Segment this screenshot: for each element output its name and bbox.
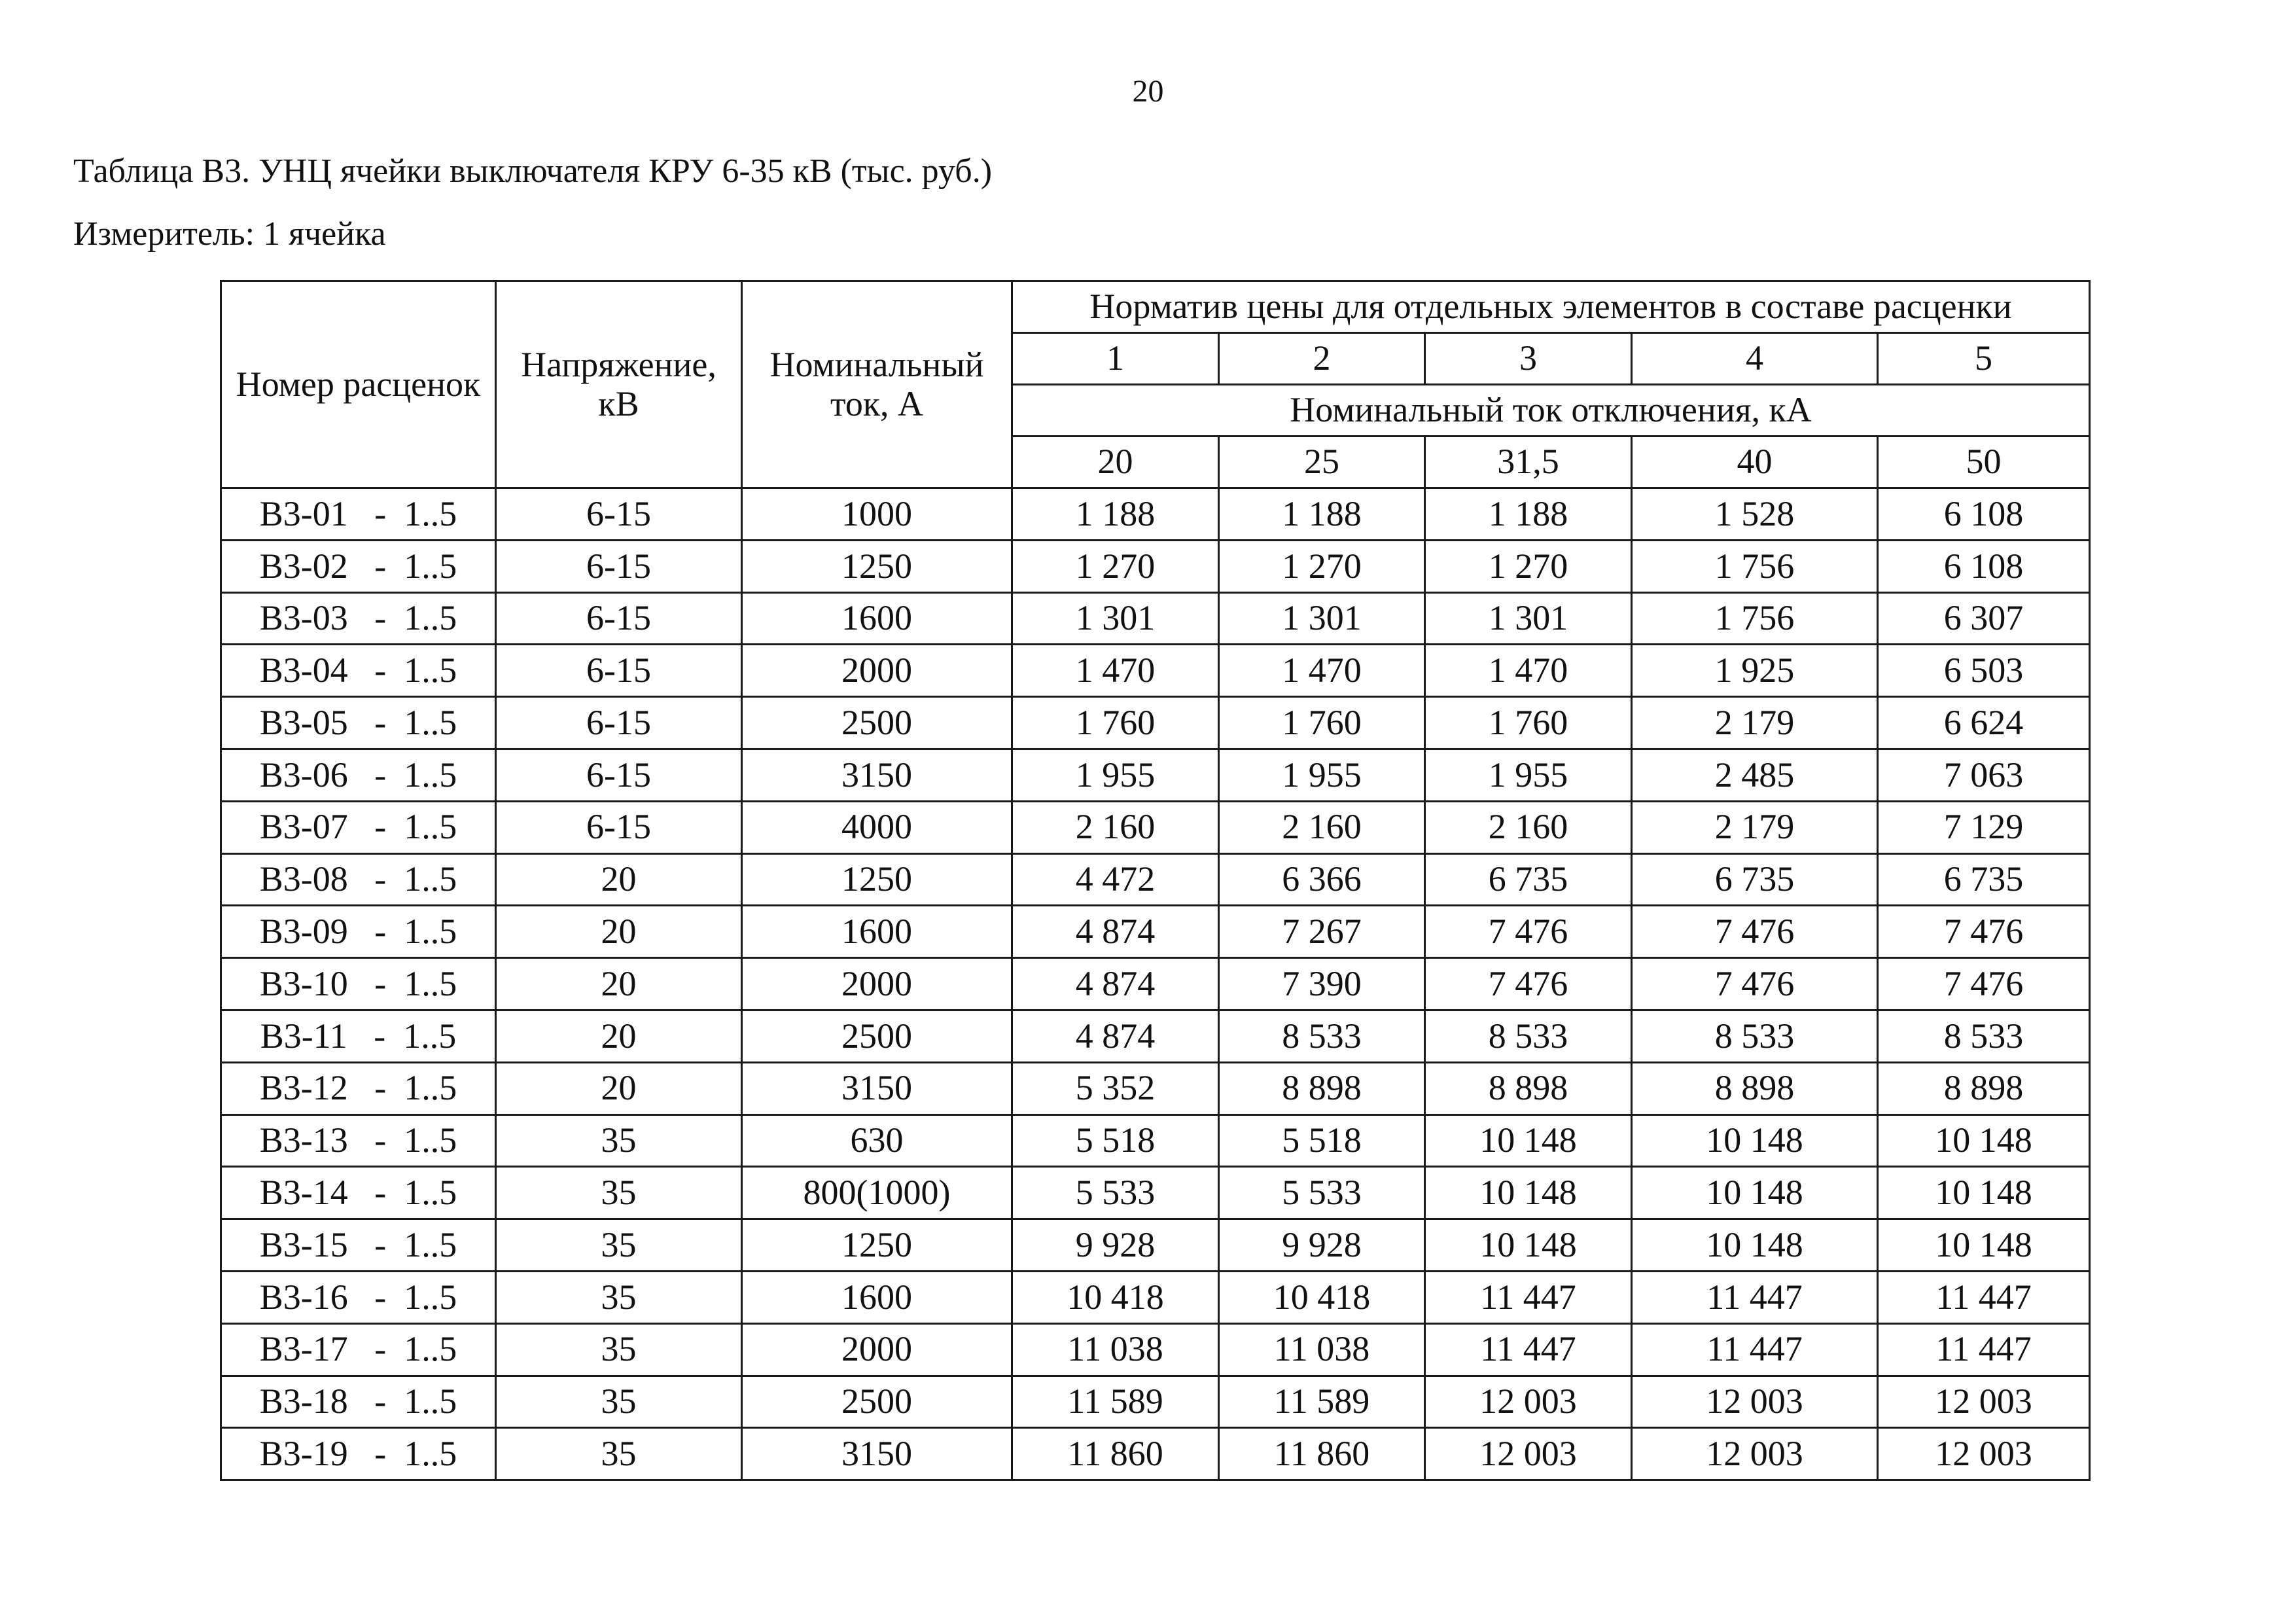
header-voltage: Напряжение, кВ [496,281,742,488]
price-cell-5: 10 148 [1878,1219,2090,1272]
rate-code-cell: В3-01 - 1..5 [221,488,496,541]
price-cell-1: 10 418 [1012,1271,1219,1323]
voltage-cell: 6-15 [496,749,742,801]
rated-current-cell: 630 [742,1115,1012,1167]
price-cell-3: 11 447 [1425,1271,1632,1323]
price-cell-2: 7 267 [1219,906,1425,958]
rate-code-cell: В3-15 - 1..5 [221,1219,496,1272]
rated-current-cell: 2500 [742,1010,1012,1062]
price-cell-5: 10 148 [1878,1115,2090,1167]
price-cell-2: 8 898 [1219,1062,1425,1115]
price-cell-5: 12 003 [1878,1428,2090,1480]
rated-current-cell: 1250 [742,1219,1012,1272]
price-cell-4: 1 756 [1632,592,1878,645]
header-element-5: 5 [1878,333,2090,385]
price-cell-3: 6 735 [1425,853,1632,906]
unit-line: Измеритель: 1 ячейка [73,215,386,253]
table-row [221,1062,2090,1115]
table-row [221,540,2090,592]
rated-current-cell: 3150 [742,1428,1012,1480]
rate-code-cell: В3-13 - 1..5 [221,1115,496,1167]
price-cell-4: 1 528 [1632,488,1878,541]
price-cell-5: 8 898 [1878,1062,2090,1115]
price-cell-4: 10 148 [1632,1167,1878,1219]
price-cell-5: 7 063 [1878,749,2090,801]
price-cell-2: 8 533 [1219,1010,1425,1062]
rate-code-cell: В3-16 - 1..5 [221,1271,496,1323]
rated-current-cell: 2000 [742,645,1012,697]
price-cell-1: 1 955 [1012,749,1219,801]
price-cell-4: 2 485 [1632,749,1878,801]
rated-current-cell: 2000 [742,1323,1012,1376]
price-cell-3: 1 301 [1425,592,1632,645]
rated-current-cell: 3150 [742,1062,1012,1115]
price-cell-1: 1 270 [1012,540,1219,592]
table-row [221,1167,2090,1219]
price-cell-2: 1 955 [1219,749,1425,801]
price-cell-5: 8 533 [1878,1010,2090,1062]
price-cell-4: 7 476 [1632,958,1878,1010]
rate-code-cell: В3-18 - 1..5 [221,1376,496,1428]
price-cell-3: 1 188 [1425,488,1632,541]
price-cell-4: 7 476 [1632,906,1878,958]
price-cell-1: 1 188 [1012,488,1219,541]
price-cell-2: 2 160 [1219,801,1425,853]
table-row [221,1115,2090,1167]
table-title: Таблица В3. УНЦ ячейки выключателя КРУ 6-35 кВ (тыс. руб.) [73,152,993,190]
rate-code-cell: В3-04 - 1..5 [221,645,496,697]
price-cell-4: 10 148 [1632,1219,1878,1272]
voltage-cell: 35 [496,1219,742,1272]
price-cell-1: 11 589 [1012,1376,1219,1428]
voltage-cell: 35 [496,1115,742,1167]
page-number: 20 [1132,74,1164,109]
price-cell-1: 11 038 [1012,1323,1219,1376]
rated-current-cell: 1250 [742,853,1012,906]
price-cell-1: 5 533 [1012,1167,1219,1219]
rated-current-cell: 1600 [742,906,1012,958]
price-cell-5: 6 108 [1878,540,2090,592]
price-cell-5: 11 447 [1878,1323,2090,1376]
header-breaking-5: 50 [1878,437,2090,488]
rated-current-cell: 1600 [742,1271,1012,1323]
rate-code-cell: В3-02 - 1..5 [221,540,496,592]
price-cell-1: 5 352 [1012,1062,1219,1115]
price-cell-5: 12 003 [1878,1376,2090,1428]
price-cell-5: 7 129 [1878,801,2090,853]
table-row [221,645,2090,697]
price-cell-3: 10 148 [1425,1219,1632,1272]
price-cell-4: 11 447 [1632,1271,1878,1323]
price-cell-3: 1 760 [1425,697,1632,749]
table-row [221,958,2090,1010]
table-row [221,1219,2090,1272]
price-cell-2: 11 589 [1219,1376,1425,1428]
price-cell-3: 12 003 [1425,1428,1632,1480]
price-cell-1: 2 160 [1012,801,1219,853]
voltage-cell: 6-15 [496,697,742,749]
rate-code-cell: В3-07 - 1..5 [221,801,496,853]
header-element-4: 4 [1632,333,1878,385]
rate-code-cell: В3-12 - 1..5 [221,1062,496,1115]
header-element-2: 2 [1219,333,1425,385]
voltage-cell: 20 [496,958,742,1010]
price-cell-3: 8 898 [1425,1062,1632,1115]
rate-code-cell: В3-11 - 1..5 [221,1010,496,1062]
rate-code-cell: В3-19 - 1..5 [221,1428,496,1480]
price-cell-1: 1 301 [1012,592,1219,645]
header-breaking-1: 20 [1012,437,1219,488]
header-breaking-3: 31,5 [1425,437,1632,488]
price-cell-2: 7 390 [1219,958,1425,1010]
voltage-cell: 35 [496,1323,742,1376]
price-cell-1: 11 860 [1012,1428,1219,1480]
price-cell-2: 10 418 [1219,1271,1425,1323]
price-cell-3: 8 533 [1425,1010,1632,1062]
header-element-3: 3 [1425,333,1632,385]
header-breaking-4: 40 [1632,437,1878,488]
price-cell-3: 7 476 [1425,906,1632,958]
table-row [221,1376,2090,1428]
voltage-cell: 6-15 [496,801,742,853]
price-cell-4: 12 003 [1632,1376,1878,1428]
price-cell-1: 9 928 [1012,1219,1219,1272]
price-cell-3: 12 003 [1425,1376,1632,1428]
price-cell-3: 11 447 [1425,1323,1632,1376]
price-cell-2: 5 533 [1219,1167,1425,1219]
voltage-cell: 35 [496,1428,742,1480]
voltage-cell: 35 [496,1271,742,1323]
table-row [221,488,2090,541]
voltage-cell: 20 [496,1062,742,1115]
price-cell-1: 1 470 [1012,645,1219,697]
voltage-cell: 35 [496,1376,742,1428]
price-cell-5: 6 307 [1878,592,2090,645]
table-row [221,853,2090,906]
price-cell-2: 9 928 [1219,1219,1425,1272]
price-cell-4: 10 148 [1632,1115,1878,1167]
rated-current-cell: 3150 [742,749,1012,801]
table-row [221,906,2090,958]
price-cell-4: 2 179 [1632,697,1878,749]
rate-code-cell: В3-14 - 1..5 [221,1167,496,1219]
rated-current-cell: 1600 [742,592,1012,645]
price-cell-4: 1 756 [1632,540,1878,592]
rated-current-cell: 2000 [742,958,1012,1010]
header-group-title: Норматив цены для отдельных элементов в составе расценки [1012,281,2090,333]
price-cell-4: 1 925 [1632,645,1878,697]
price-cell-4: 6 735 [1632,853,1878,906]
price-cell-2: 1 301 [1219,592,1425,645]
rate-code-cell: В3-08 - 1..5 [221,853,496,906]
rate-code-cell: В3-06 - 1..5 [221,749,496,801]
voltage-cell: 20 [496,853,742,906]
price-cell-2: 11 860 [1219,1428,1425,1480]
rate-code-cell: В3-05 - 1..5 [221,697,496,749]
price-cell-2: 1 188 [1219,488,1425,541]
price-cell-5: 6 735 [1878,853,2090,906]
rate-code-cell: В3-10 - 1..5 [221,958,496,1010]
price-cell-1: 5 518 [1012,1115,1219,1167]
price-cell-4: 8 533 [1632,1010,1878,1062]
voltage-cell: 6-15 [496,592,742,645]
rate-code-cell: В3-03 - 1..5 [221,592,496,645]
price-cell-3: 7 476 [1425,958,1632,1010]
price-cell-2: 1 760 [1219,697,1425,749]
price-cell-5: 7 476 [1878,906,2090,958]
rated-current-cell: 2500 [742,1376,1012,1428]
price-cell-5: 10 148 [1878,1167,2090,1219]
price-cell-2: 5 518 [1219,1115,1425,1167]
rated-current-cell: 1000 [742,488,1012,541]
price-cell-3: 1 955 [1425,749,1632,801]
price-cell-4: 8 898 [1632,1062,1878,1115]
table-row [221,801,2090,853]
price-cell-3: 10 148 [1425,1167,1632,1219]
price-cell-1: 1 760 [1012,697,1219,749]
voltage-cell: 6-15 [496,488,742,541]
rated-current-cell: 2500 [742,697,1012,749]
voltage-cell: 20 [496,1010,742,1062]
price-cell-1: 4 874 [1012,958,1219,1010]
price-cell-2: 6 366 [1219,853,1425,906]
table-row [221,697,2090,749]
price-cell-3: 1 270 [1425,540,1632,592]
header-current: Номинальный ток, А [742,281,1012,488]
price-cell-1: 4 472 [1012,853,1219,906]
price-cell-1: 4 874 [1012,906,1219,958]
rated-current-cell: 800(1000) [742,1167,1012,1219]
rates-table [220,280,2091,1481]
price-cell-4: 11 447 [1632,1323,1878,1376]
price-cell-5: 6 108 [1878,488,2090,541]
price-cell-2: 11 038 [1219,1323,1425,1376]
table-row [221,1323,2090,1376]
voltage-cell: 6-15 [496,645,742,697]
table-row [221,1428,2090,1480]
price-cell-3: 2 160 [1425,801,1632,853]
price-cell-5: 11 447 [1878,1271,2090,1323]
price-cell-4: 2 179 [1632,801,1878,853]
price-cell-5: 6 624 [1878,697,2090,749]
table-row [221,1010,2090,1062]
table-row [221,749,2090,801]
rate-code-cell: В3-17 - 1..5 [221,1323,496,1376]
price-cell-5: 7 476 [1878,958,2090,1010]
table-body [221,488,2090,1480]
header-breaking-title: Номинальный ток отключения, кА [1012,385,2090,437]
rated-current-cell: 1250 [742,540,1012,592]
price-cell-4: 12 003 [1632,1428,1878,1480]
voltage-cell: 6-15 [496,540,742,592]
table-row [221,592,2090,645]
voltage-cell: 35 [496,1167,742,1219]
header-element-1: 1 [1012,333,1219,385]
price-cell-2: 1 270 [1219,540,1425,592]
price-cell-2: 1 470 [1219,645,1425,697]
table-row [221,1271,2090,1323]
price-cell-3: 10 148 [1425,1115,1632,1167]
header-breaking-2: 25 [1219,437,1425,488]
header-code: Номер расценок [221,281,496,488]
price-cell-1: 4 874 [1012,1010,1219,1062]
price-cell-5: 6 503 [1878,645,2090,697]
rate-code-cell: В3-09 - 1..5 [221,906,496,958]
price-cell-3: 1 470 [1425,645,1632,697]
rated-current-cell: 4000 [742,801,1012,853]
voltage-cell: 20 [496,906,742,958]
